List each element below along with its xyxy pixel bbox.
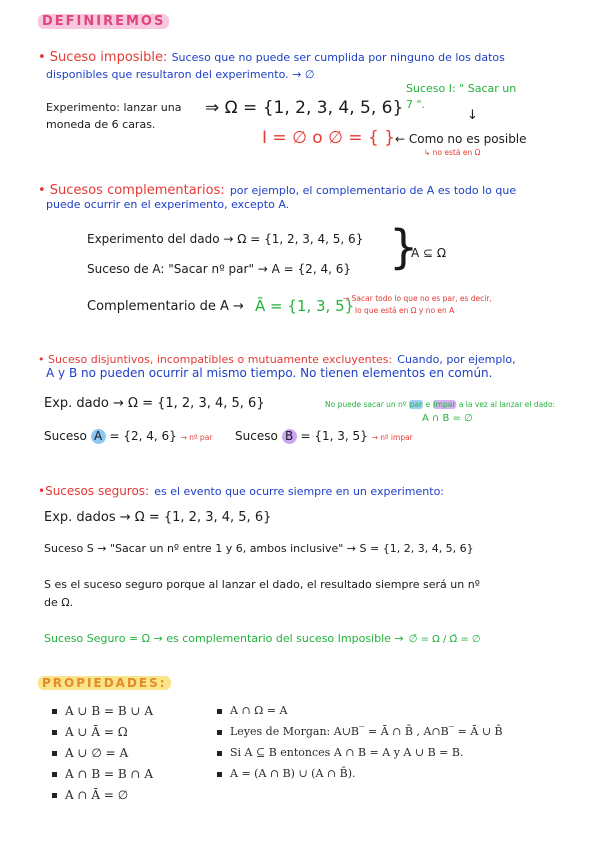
- s4-exp: Exp. dados → Ω = {1, 2, 3, 4, 5, 6}: [44, 510, 272, 525]
- s1-text-l2: disponibles que resultaron del experimento. → ∅: [46, 68, 315, 81]
- s4-text: es el evento que ocurre siempre en un experimento:: [154, 485, 445, 498]
- s1-exp-l2: moneda de 6 caras.: [46, 118, 156, 131]
- s4-s-line: Suceso S → "Sacar un nº entre 1 y 6, ambos inclusive" → S = {1, 2, 3, 4, 5, 6}: [44, 542, 474, 555]
- s1-i-eq: I = ∅ o ∅ = { }: [262, 128, 395, 148]
- s2-brace: }: [389, 220, 419, 274]
- page-title: DEFINIREMOS: [38, 14, 169, 29]
- s4-green-line: Suceso Seguro = Ω → es complementario del suceso Imposible → ∅̄ = Ω / Ω̄ = ∅: [44, 632, 481, 645]
- s3-suceso-a-line: Suceso A = {2, 4, 6} → nº par: [44, 429, 213, 443]
- s1-text-l1: Suceso que no puede ser cumplida por ninguno de los datos: [171, 51, 505, 64]
- s1-heading: • Suceso imposible: [38, 50, 164, 65]
- props-title: PROPIEDADES:: [38, 676, 171, 690]
- props-left: [52, 704, 153, 809]
- bullet-icon: [217, 730, 222, 735]
- s2-heading: • Sucesos complementarios:: [38, 183, 225, 198]
- s1-note-l2: 7 ".: [406, 98, 426, 111]
- s3-heading: • Suceso disjuntivos, incompatibles o mutuamente excluyentes:: [38, 353, 393, 366]
- s1-heading-line: • Suceso imposible: Suceso que no puede ser cumplida por ninguno de los datos: [38, 50, 505, 65]
- prop-left-5: A ∩ Ā = ∅: [52, 788, 153, 809]
- prop-right-4: A = (A ∩ B) ∪ (A ∩ B̄).: [217, 767, 503, 788]
- s2-comp-label: Complementario de A →: [87, 299, 244, 314]
- prop-right-1: A ∩ Ω = A: [217, 704, 503, 725]
- s4-expl-l2: de Ω.: [44, 596, 74, 609]
- prop-left-3: A ∪ ∅ = A: [52, 746, 153, 767]
- s3-text-l2: A y B no pueden ocurrir al mismo tiempo. No tienen elementos en común.: [46, 366, 493, 380]
- bullet-icon: [52, 730, 57, 735]
- a-circle: A: [91, 429, 106, 444]
- s2-text-l1: por ejemplo, el complementario de A es todo lo que: [229, 184, 517, 197]
- s4-heading-line: [38, 480, 444, 499]
- s3-text-a: Cuando, por ejemplo,: [397, 353, 516, 366]
- s3-note: No puede sacar un nº par e impar a la vez al lanzar el dado:: [325, 400, 556, 409]
- bullet-icon: [52, 793, 57, 798]
- s2-text-l2: puede ocurrir en el experimento, excepto A.: [46, 198, 290, 211]
- prop-right-2: Leyes de Morgan: A∪B‾ = Ā ∩ B̄ , A∩B‾ = Ā ∪ B̄: [217, 725, 503, 746]
- s3-heading-line: [38, 348, 516, 367]
- s3-suceso-b-line: Suceso B = {1, 3, 5} → nº impar: [235, 429, 413, 443]
- s2-comp-value: Ā = {1, 3, 5}: [255, 297, 355, 315]
- prop-left-4: A ∩ B = B ∩ A: [52, 767, 153, 788]
- prop-right-3: Si A ⊆ B entonces A ∩ B = A y A ∪ B = B.: [217, 746, 503, 767]
- props-right: [217, 704, 503, 788]
- bullet-icon: [217, 751, 222, 756]
- s1-why: ← Como no es posible: [395, 132, 527, 146]
- s1-exp-l1: Experimento: lanzar una: [46, 101, 182, 114]
- prop-left-1: A ∪ B = B ∪ A: [52, 704, 153, 725]
- bullet-icon: [217, 772, 222, 777]
- s1-why-sub: ↳ no está en Ω: [424, 148, 481, 157]
- s2-line1: Experimento del dado → Ω = {1, 2, 3, 4, 5, 6}: [87, 232, 364, 246]
- s4-heading: •Sucesos seguros:: [38, 484, 150, 498]
- s1-omega-eq: ⇒ Ω = {1, 2, 3, 4, 5, 6}: [205, 98, 404, 118]
- s2-line2: Suceso de A: "Sacar nº par" → A = {2, 4, 6}: [87, 262, 351, 276]
- s1-note-arrow: ↓: [467, 108, 478, 123]
- bullet-icon: [52, 772, 57, 777]
- s4-expl-l1: S es el suceso seguro porque al lanzar el dado, el resultado siempre será un nº: [44, 578, 480, 591]
- s2-subset: A ⊆ Ω: [411, 246, 447, 260]
- bullet-icon: [52, 709, 57, 714]
- s2-comp-note-l1: → Sacar todo lo que no es par, es decir,: [343, 294, 492, 303]
- bullet-icon: [217, 709, 222, 714]
- s1-note-l1: Suceso I: " Sacar un: [406, 82, 517, 95]
- s2-heading-line: [38, 179, 516, 198]
- s3-exp: Exp. dado → Ω = {1, 2, 3, 4, 5, 6}: [44, 396, 265, 411]
- prop-left-2: A ∪ Ā = Ω: [52, 725, 153, 746]
- bullet-icon: [52, 751, 57, 756]
- s3-note-eq: A ∩ B = ∅: [422, 413, 473, 424]
- s2-comp-note-l2: lo que está en Ω y no en A: [355, 306, 455, 315]
- b-circle: B: [282, 429, 297, 444]
